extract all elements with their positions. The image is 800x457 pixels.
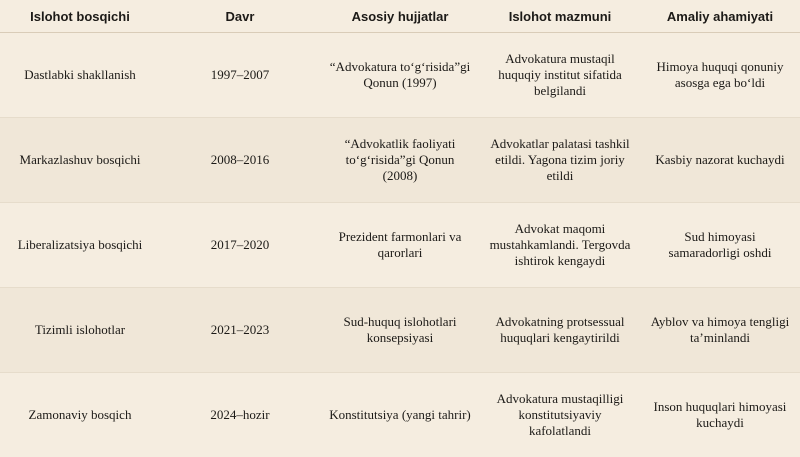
cell-documents: Prezident farmonlari va qarorlari — [320, 203, 480, 288]
cell-period: 1997–2007 — [160, 33, 320, 118]
cell-stage: Tizimli islohotlar — [0, 288, 160, 373]
cell-significance: Himoya huquqi qonuniy asosga ega bo‘ldi — [640, 33, 800, 118]
cell-content: Advokatura mustaqil huquqiy institut sifatida belgilandi — [480, 33, 640, 118]
cell-significance: Sud himoyasi samaradorligi oshdi — [640, 203, 800, 288]
table-row — [0, 33, 800, 118]
cell-content: Advokatlar palatasi tashkil etildi. Yagona tizim joriy etildi — [480, 118, 640, 203]
cell-stage: Liberalizatsiya bosqichi — [0, 203, 160, 288]
table-row — [0, 203, 800, 288]
cell-significance: Kasbiy nazorat kuchaydi — [640, 118, 800, 203]
cell-significance: Inson huquqlari himoyasi kuchaydi — [640, 373, 800, 457]
header-reform-content: Islohot mazmuni — [480, 0, 640, 33]
table-row — [0, 288, 800, 373]
cell-period: 2008–2016 — [160, 118, 320, 203]
header-practical-significance: Amaliy ahamiyati — [640, 0, 800, 33]
table-row — [0, 373, 800, 457]
cell-stage: Markazlashuv bosqichi — [0, 118, 160, 203]
table-row — [0, 118, 800, 203]
cell-documents: Sud-huquq islohotlari konsepsiyasi — [320, 288, 480, 373]
cell-documents: “Advokatlik faoliyati to‘g‘risida”gi Qonun (2008) — [320, 118, 480, 203]
cell-significance: Ayblov va himoya tengligi ta’minlandi — [640, 288, 800, 373]
cell-stage: Zamonaviy bosqich — [0, 373, 160, 457]
table-header-row — [0, 0, 800, 33]
header-reform-stage: Islohot bosqichi — [0, 0, 160, 33]
cell-documents: Konstitutsiya (yangi tahrir) — [320, 373, 480, 457]
cell-stage: Dastlabki shakllanish — [0, 33, 160, 118]
cell-period: 2021–2023 — [160, 288, 320, 373]
cell-content: Advokatura mustaqilligi konstitutsiyaviy kafolatlandi — [480, 373, 640, 457]
cell-documents: “Advokatura to‘g‘risida”gi Qonun (1997) — [320, 33, 480, 118]
cell-content: Advokat maqomi mustahkamlandi. Tergovda ishtirok kengaydi — [480, 203, 640, 288]
cell-period: 2017–2020 — [160, 203, 320, 288]
header-period: Davr — [160, 0, 320, 33]
header-main-documents: Asosiy hujjatlar — [320, 0, 480, 33]
cell-content: Advokatning protsessual huquqlari kengaytirildi — [480, 288, 640, 373]
cell-period: 2024–hozir — [160, 373, 320, 457]
